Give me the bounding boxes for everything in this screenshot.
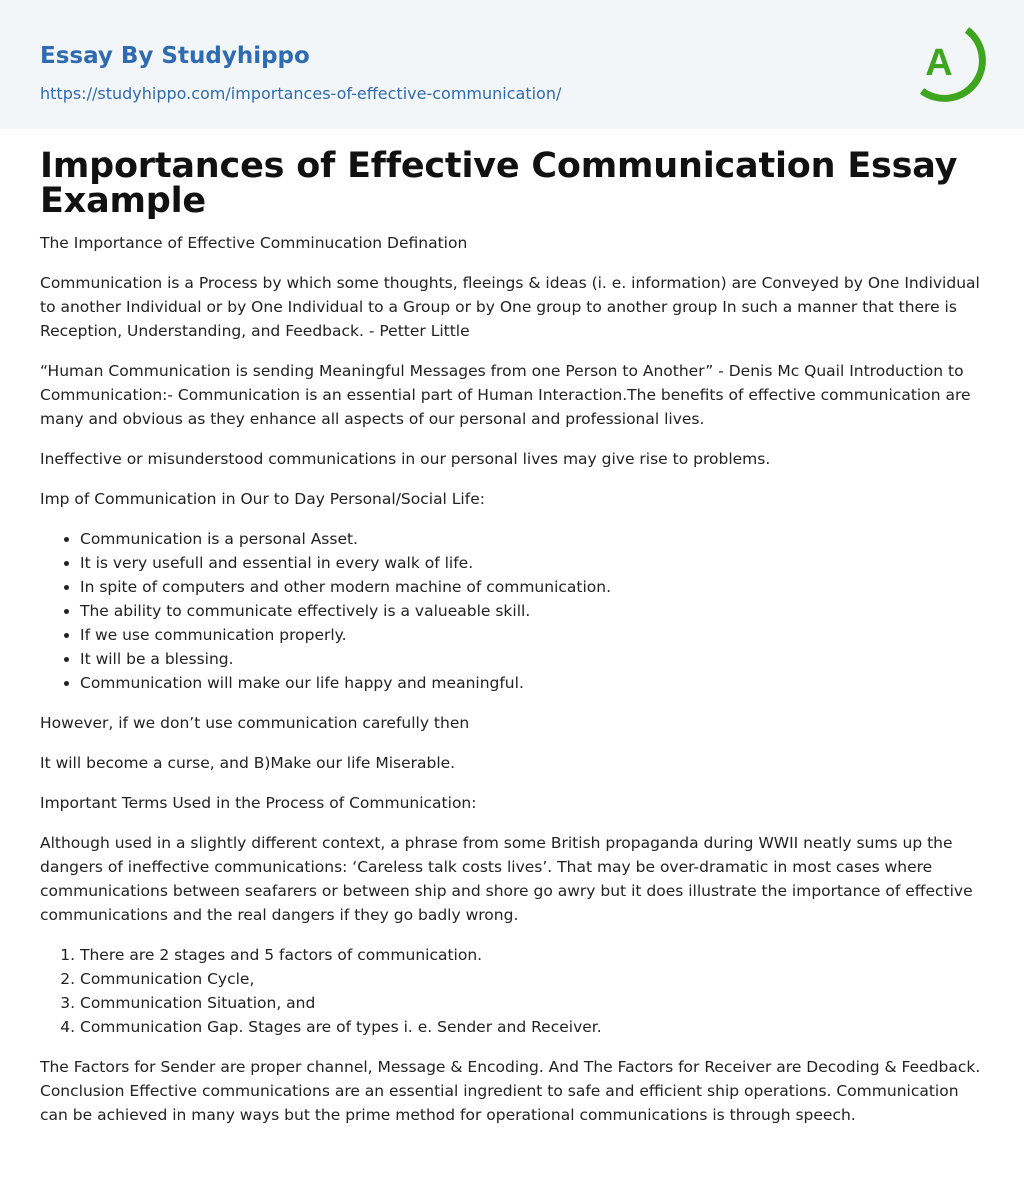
list-item: • If we use communication properly. <box>80 623 984 647</box>
article-content <box>0 146 1024 1127</box>
list-item: 3. Communication Situation, and <box>80 991 984 1015</box>
logo-letter: A <box>925 42 953 84</box>
paragraph: “Human Communication is sending Meaningful Messages from one Person to Another” - Denis Mc Quail Introduction to Communication:- Communication is an essential part of Human Interaction.The benefits of effective communication are many and obvious as they enhance all aspects of our personal and professional lives. <box>40 362 971 428</box>
site-header <box>0 0 1024 129</box>
list-item: • The ability to communicate effectively is a valueable skill. <box>80 599 984 623</box>
numbered-list <box>40 943 984 1039</box>
brand-title[interactable]: Essay By Studyhippo <box>40 43 310 69</box>
list-item: 4. Communication Gap. Stages are of types i. e. Sender and Receiver. <box>80 1015 984 1039</box>
list-item: • Communication is a personal Asset. <box>80 527 984 551</box>
paragraph: It will become a curse, and B)Make our life Miserable. <box>40 754 456 772</box>
article-url-link[interactable]: https://studyhippo.com/importances-of-effective-communication/ <box>40 84 562 103</box>
paragraph: Important Terms Used in the Process of Communication: <box>40 794 477 812</box>
bullet-list <box>40 527 984 695</box>
list-item: • It will be a blessing. <box>80 647 984 671</box>
list-item: 2. Communication Cycle, <box>80 967 984 991</box>
paragraph: Communication is a Process by which some thoughts, fleeings & ideas (i. e. information) are Conveyed by One Individual to another Individual or by One Individual to a Group or by One group to another group In such a manner that there is Reception, Understanding, and Feedback. - Petter Little <box>40 274 980 340</box>
list-item: • It is very usefull and essential in every walk of life. <box>80 551 984 575</box>
list-item: • Communication will make our life happy and meaningful. <box>80 671 984 695</box>
studyhippo-logo-icon[interactable] <box>911 17 989 107</box>
list-item: • In spite of computers and other modern machine of communication. <box>80 575 984 599</box>
article-subtitle: The Importance of Effective Comminucation Defination <box>40 234 468 252</box>
list-item: 1. There are 2 stages and 5 factors of communication. <box>80 943 984 967</box>
page-title: Importances of Effective Communication Essay Example <box>40 146 958 221</box>
closing-paragraph: The Factors for Sender are proper channel, Message & Encoding. And The Factors for Receiver are Decoding & Feedback. Conclusion Effective communications are an essential ingredient to safe and efficient ship operations. Communication can be achieved in many ways but the prime method for operational communications is through speech. <box>40 1058 981 1124</box>
paragraph: Imp of Communication in Our to Day Personal/Social Life: <box>40 490 485 508</box>
paragraph: Ineffective or misunderstood communications in our personal lives may give rise to problems. <box>40 450 771 468</box>
paragraph: Although used in a slightly different context, a phrase from some British propaganda during WWII neatly sums up the dangers of ineffective communications: ‘Careless talk costs lives’. That may be over-dramatic in most cases where communications between seafarers or between ship and shore go awry but it does illustrate the importance of effective communications and the real dangers if they go badly wrong. <box>40 834 973 924</box>
paragraph: However, if we don’t use communication carefully then <box>40 714 470 732</box>
